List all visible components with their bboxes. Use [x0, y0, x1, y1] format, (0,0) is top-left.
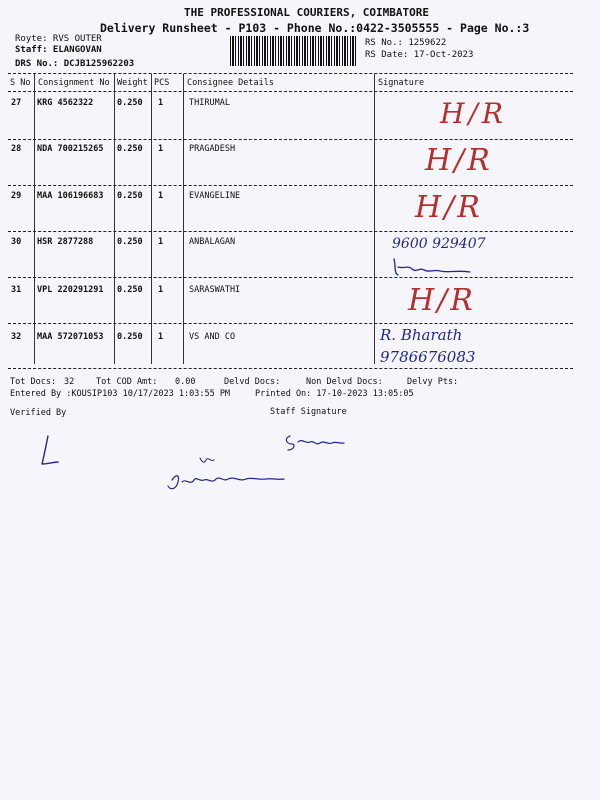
- non-delvd-docs-label: Non Delvd Docs:: [306, 377, 383, 387]
- row-signature: 9600 929407: [392, 236, 486, 252]
- row-consignee: EVANGELINE: [189, 191, 241, 201]
- staff-label: Staff: ELANGOVAN: [15, 45, 102, 55]
- delvd-docs-label: Delvd Docs:: [224, 377, 281, 387]
- table-top-rule: [8, 73, 573, 74]
- row-consignee: SARASWATHI: [189, 285, 241, 295]
- col-divider: [183, 74, 184, 364]
- col-header-weight: Weight: [117, 78, 148, 88]
- row-sno: 31: [11, 285, 22, 295]
- verified-by-label: Verified By: [10, 408, 67, 418]
- row-rule: [8, 231, 573, 232]
- row-pcs: 1: [158, 237, 164, 247]
- row-weight: 0.250: [117, 144, 143, 154]
- row-consignee: VS AND CO: [189, 332, 236, 342]
- rs-number: RS No.: 1259622: [365, 38, 447, 48]
- row-consignee: ANBALAGAN: [189, 237, 236, 247]
- row-rule: [8, 277, 573, 278]
- col-divider: [151, 74, 152, 364]
- row-sno: 30: [11, 237, 22, 247]
- row-sno: 28: [11, 144, 22, 154]
- row-consignee: PRAGADESH: [189, 144, 236, 154]
- entry-signature: [160, 452, 290, 497]
- col-header-consignee: Consignee Details: [187, 78, 274, 88]
- tot-cod-label: Tot COD Amt:: [96, 377, 158, 387]
- table-bottom-rule: [8, 368, 573, 369]
- row-sno: 27: [11, 98, 22, 108]
- row-sno: 29: [11, 191, 22, 201]
- row-pcs: 1: [158, 285, 164, 295]
- row-weight: 0.250: [117, 191, 143, 201]
- row-rule: [8, 139, 573, 140]
- col-divider: [114, 74, 115, 364]
- col-header-sno: S No: [10, 78, 31, 88]
- row-rule: [8, 185, 573, 186]
- row-sno: 32: [11, 332, 22, 342]
- row-consignment: NDA 700215265: [37, 144, 104, 154]
- row-consignment: VPL 220291291: [37, 285, 104, 295]
- tot-docs-value: 32: [64, 377, 75, 387]
- col-divider: [374, 74, 375, 364]
- row-consignment: MAA 106196683: [37, 191, 104, 201]
- row-signature: H/R: [440, 97, 507, 130]
- row-signature: H/R: [425, 143, 493, 178]
- row-signature: R. Bharath 9786676083: [380, 326, 476, 366]
- tot-cod-value: 0.00: [175, 377, 196, 387]
- row-weight: 0.250: [117, 332, 143, 342]
- drs-number: DRS No.: DCJB125962203: [15, 59, 135, 69]
- row-pcs: 1: [158, 144, 164, 154]
- col-header-signature: Signature: [378, 78, 425, 88]
- entered-by: Entered By :KOUSIP103 10/17/2023 1:03:55 PM: [10, 389, 231, 399]
- runsheet-title: Delivery Runsheet - P103 - Phone No.:0422-3505555 - Page No.:3: [100, 21, 530, 35]
- row-pcs: 1: [158, 98, 164, 108]
- company-name: THE PROFESSIONAL COURIERS, COIMBATORE: [184, 6, 430, 19]
- row-pcs: 1: [158, 191, 164, 201]
- row-signature: H/R: [408, 283, 476, 318]
- row-signature: H/R: [415, 190, 483, 225]
- printed-on: Printed On: 17-10-2023 13:05:05: [255, 389, 414, 399]
- col-header-consignment: Consignment No: [38, 78, 110, 88]
- row-weight: 0.250: [117, 237, 143, 247]
- col-divider: [34, 74, 35, 364]
- row-consignment: MAA 572071053: [37, 332, 104, 342]
- row-consignee: THIRUMAL: [189, 98, 230, 108]
- row-consignment: HSR 2877288: [37, 237, 94, 247]
- scribble-signature: [390, 255, 500, 279]
- staff-signature: [280, 430, 350, 454]
- verifier-signature: [30, 430, 70, 470]
- col-header-pcs: PCS: [154, 78, 170, 88]
- row-weight: 0.250: [117, 285, 143, 295]
- route-label: Royte: RVS OUTER: [15, 34, 102, 44]
- staff-signature-label: Staff Signature: [270, 407, 347, 417]
- barcode-image: [230, 36, 358, 66]
- rs-date: RS Date: 17-Oct-2023: [365, 50, 474, 60]
- table-header-rule: [8, 91, 573, 92]
- tot-docs-label: Tot Docs:: [10, 377, 57, 387]
- row-pcs: 1: [158, 332, 164, 342]
- row-consignment: KRG 4562322: [37, 98, 94, 108]
- delvy-pts-label: Delvy Pts:: [407, 377, 459, 387]
- row-weight: 0.250: [117, 98, 143, 108]
